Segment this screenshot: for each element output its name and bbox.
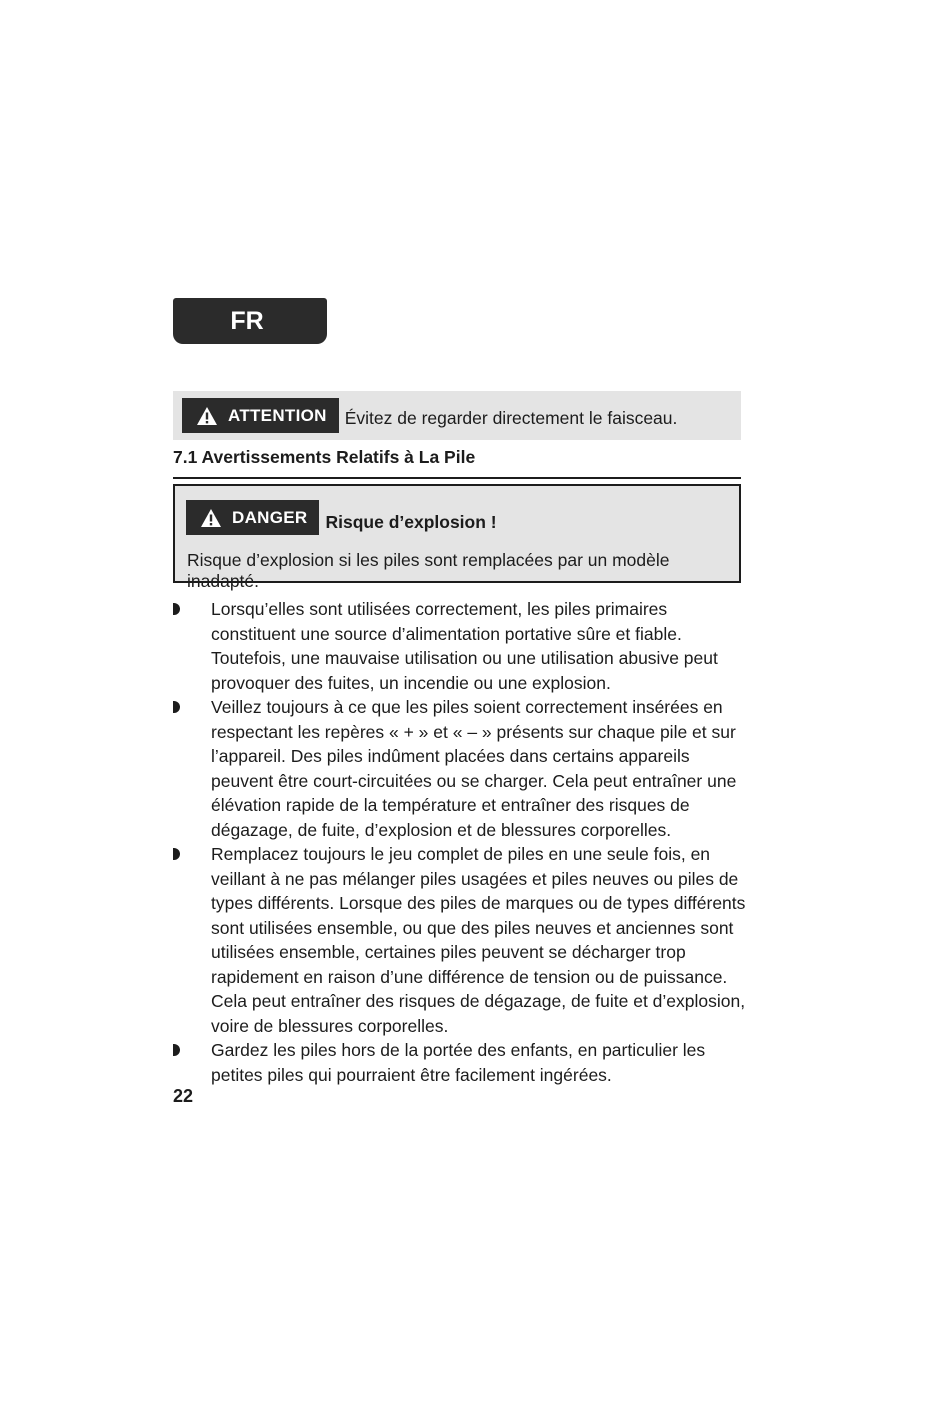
warning-triangle-icon: [200, 508, 222, 528]
danger-badge: [186, 500, 319, 535]
danger-text: Risque d’explosion si les piles sont remplacées par un modèle inadapté.: [187, 550, 670, 591]
list-item-text: Veillez toujours à ce que les piles soient correctement insérées en respectant les repères « + » et « – » présents sur chaque pile et sur l’appareil. Des piles indûment placées dans certains appareils peuvent être court-circuitées ou se charger. Cela peut entraîner une élévation rapide de la température et entraîner des risques de dégazage, de fuite, d’explosion et de blessures corporelles.: [211, 697, 737, 840]
list-item: [173, 1038, 748, 1087]
danger-notice: [173, 484, 741, 591]
section-heading: 7.1 Avertissements Relatifs à La Pile: [173, 447, 741, 479]
bullet-marker-icon: [173, 1044, 180, 1056]
danger-header: [186, 500, 497, 535]
list-item: [173, 695, 748, 842]
bullet-marker-icon: [173, 701, 180, 713]
warning-triangle-icon: [196, 406, 218, 426]
list-item-text: Gardez les piles hors de la portée des enfants, en particulier les petites piles qui pourraient être facilement ingérées.: [211, 1040, 706, 1085]
attention-notice: [173, 391, 741, 440]
attention-text: Évitez de regarder directement le faisceau.: [344, 408, 678, 428]
danger-title: Risque d’explosion !: [325, 512, 497, 532]
list-item-text: Lorsqu’elles sont utilisées correctement, les piles primaires constituent une source d’alimentation portative sûre et fiable. Toutefois, une mauvaise utilisation ou une utilisation abusive peut provoquer des fuites, un incendie ou une explosion.: [211, 599, 718, 693]
list-item: [173, 597, 748, 695]
danger-label: DANGER: [232, 507, 308, 527]
attention-label: ATTENTION: [228, 405, 327, 425]
language-tab: [173, 298, 327, 344]
language-tab-label: FR: [230, 306, 264, 335]
list-item: [173, 842, 748, 1038]
bullet-marker-icon: [173, 603, 180, 615]
list-item-text: Remplacez toujours le jeu complet de piles en une seule fois, en veillant à ne pas mélanger piles usagées et piles neuves ou piles de types différents. Lorsque des piles de marques ou de types différents sont utilisées ensemble, ou que des piles neuves et anciennes sont utilisées ensemble, certaines piles peuvent se décharger trop rapidement en raison d’une différence de tension ou de puissance. Cela peut entraîner des risques de dégazage, de fuite et d’explosion, voire de blessures corporelles.: [211, 844, 746, 1036]
battery-warning-list: [173, 597, 748, 1087]
attention-badge: [182, 398, 339, 433]
bullet-marker-icon: [173, 848, 180, 860]
page-number: 22: [173, 1086, 194, 1106]
